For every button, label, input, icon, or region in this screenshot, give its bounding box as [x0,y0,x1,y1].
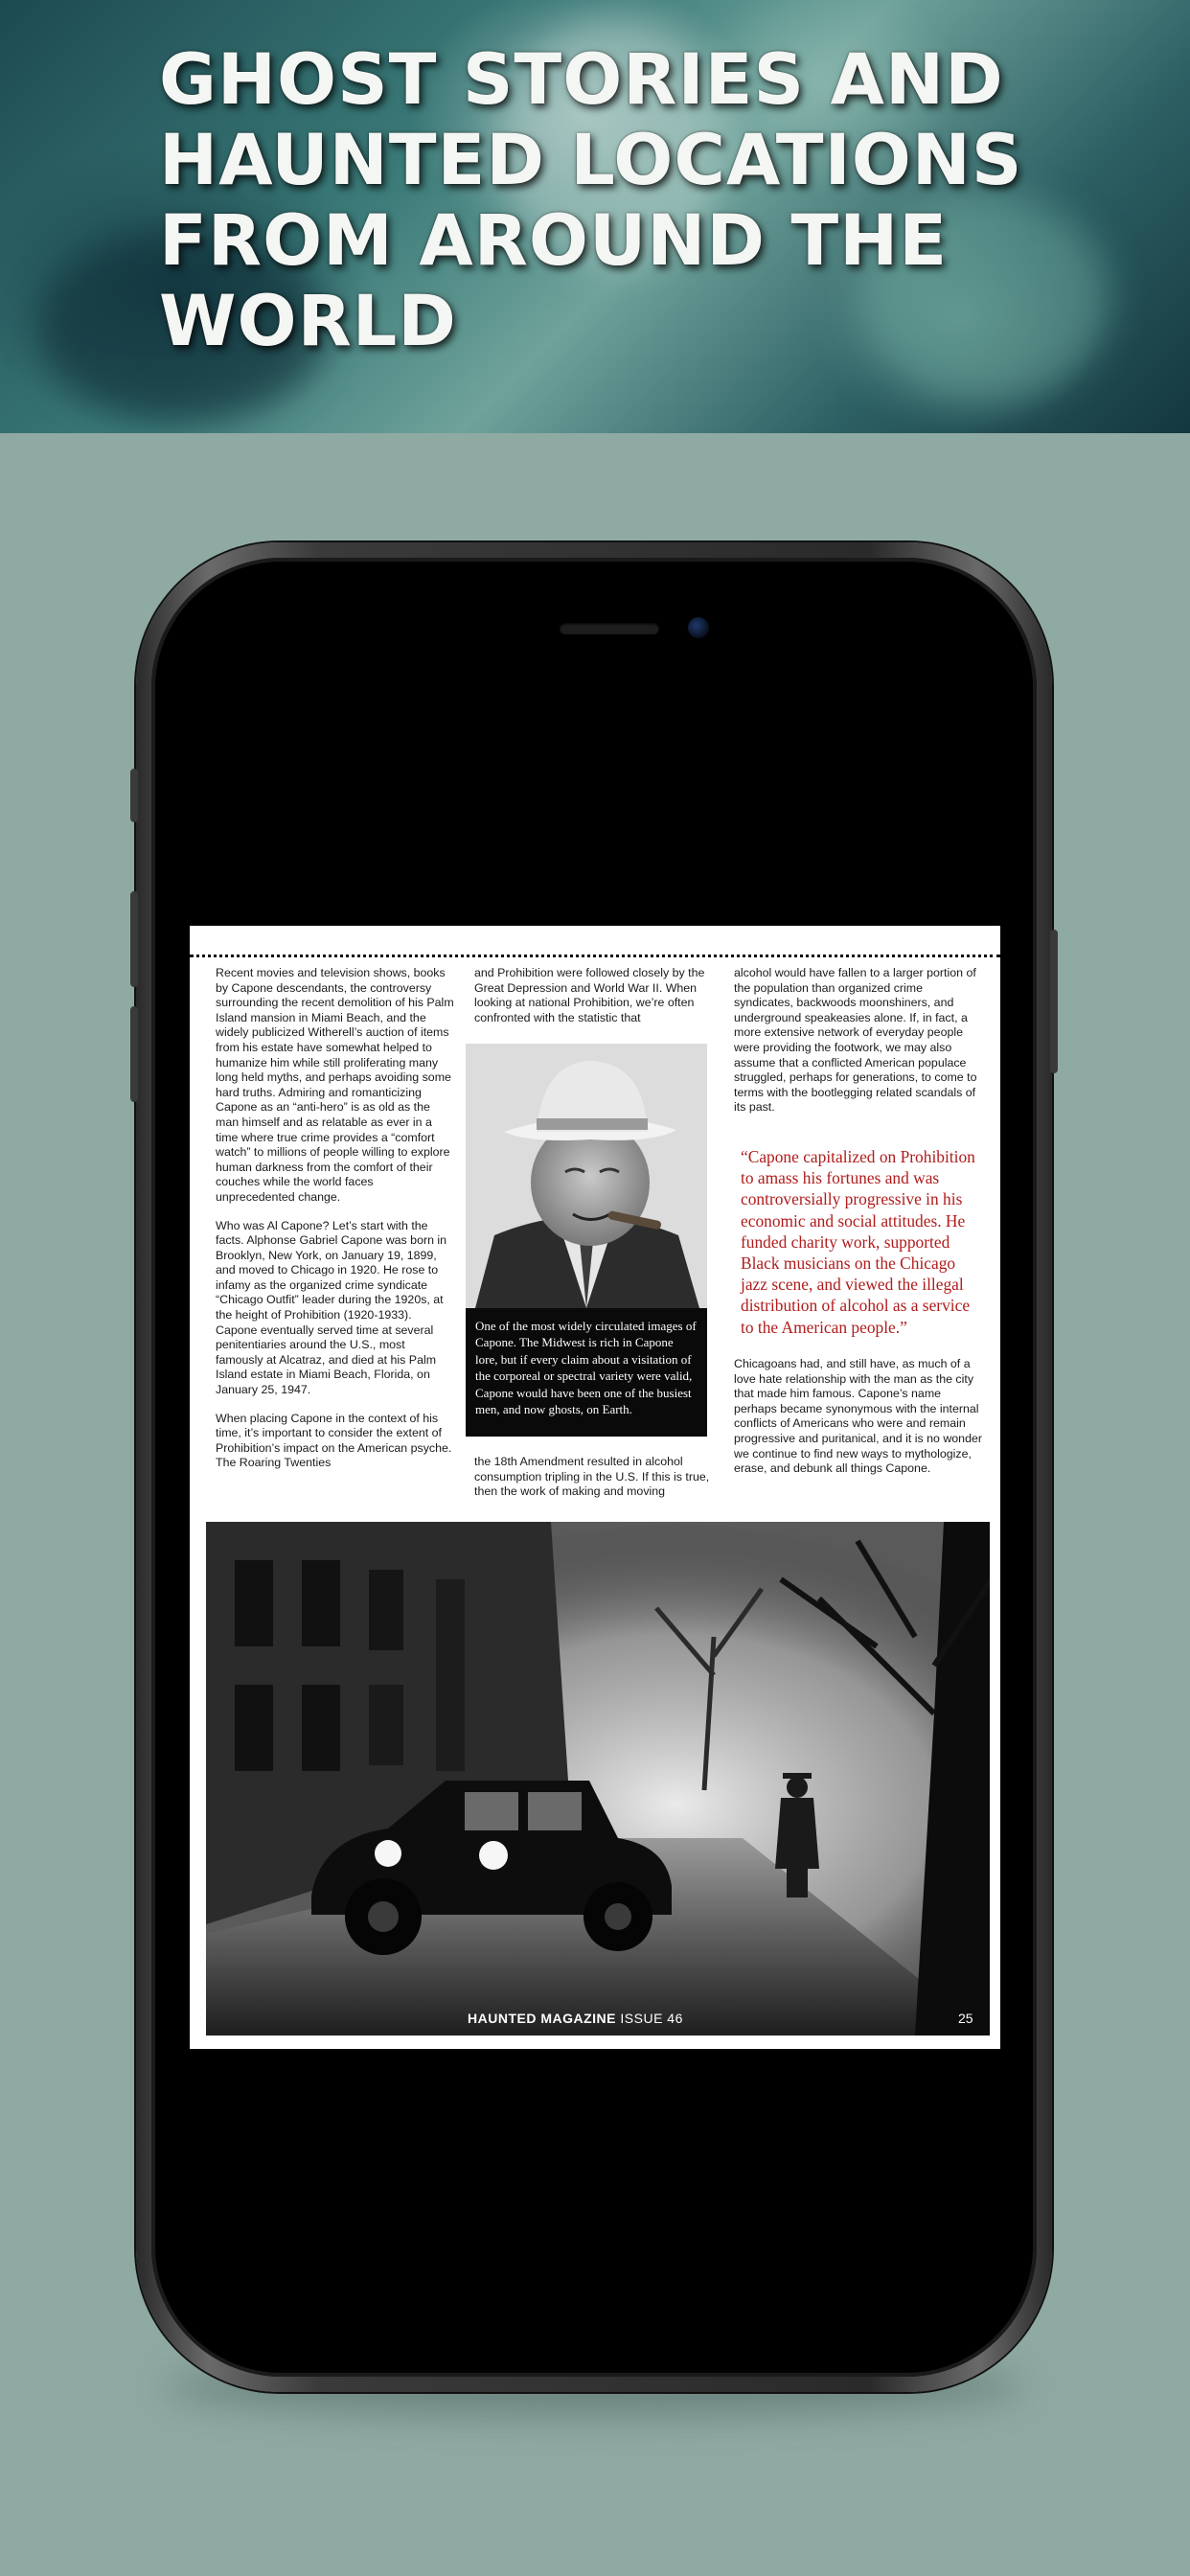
power-button [1050,930,1058,1073]
pull-quote: “Capone capitalized on Prohibition to amass his fortunes and was controversially progressive in his economic and social attitudes. He funded charity work, supported Black musicians on the Chicago jazz scene, and viewed the illegal distribution of alcohol as a service to the American people.” [741,1147,975,1337]
dotted-rule [190,954,1000,957]
magazine-page [190,926,1000,2049]
banner-title: GHOST STORIES AND HAUNTED LOCATIONS FROM AROUND THE WORLD [159,39,1023,362]
banner [0,0,1190,433]
speaker-grille [560,623,659,634]
street-scene-illustration [206,1522,990,2036]
volume-up-button [130,891,138,987]
article-paragraph: When placing Capone in the context of his time, it’s important to consider the extent of Prohibition’s impact on the American psyche. The Roaring Twenties [216,1411,452,1470]
article-paragraph: and Prohibition were followed closely by the Great Depression and World War II. When looking at national Prohibition, we’re often confronted with the statistic that [474,966,705,1024]
article-column-3-top [734,966,985,1129]
portrait-illustration [466,1044,707,1308]
article-paragraph: the 18th Amendment resulted in alcohol consumption tripling in the U.S. If this is true, then the work of making and moving [474,1455,710,1499]
page-number: 25 [958,2011,973,2026]
article-column-2-top [474,966,714,1039]
mute-switch [130,769,138,822]
footer-magazine-label [468,2011,683,2026]
foggy-street-image [206,1522,990,2036]
article-paragraph: Who was Al Capone? Let’s start with the facts. Alphonse Gabriel Capone was born in Brooklyn, New York, on January 19, 1899, and moved to Chicago in 1920. He rose to infamy as the organized crime syndicate “Chicago Outfit” leader during the 1920s, at the height of Prohibition (1920-1933). Capone eventually served time at several penitentiaries around the U.S., most famously at Alcatraz, and died at his Palm Island estate in Miami Beach, Florida, on January 25, 1947. [216,1218,447,1397]
capone-portrait-photo [466,1044,707,1308]
article-column-3-bottom [734,1357,985,1490]
article-column-1 [216,966,455,1484]
volume-down-button [130,1006,138,1102]
capone-photo-block [466,1044,707,1437]
article-paragraph: Chicagoans had, and still have, as much of a love hate relationship with the man as the city that made him famous. Capone’s name perhaps became synonymous with the internal conflicts of Americans who were and remain progressive and puritanical, and it is no wonder we continue to find new ways to mythologize, erase, and debunk all things Capone. [734,1357,982,1476]
front-camera [688,617,709,638]
article-paragraph: Recent movies and television shows, books by Capone descendants, the controversy surrounding the recent demolition of his Palm Island mansion in Miami Beach, and the widely publicized Witherell’s auction of items from his estate have somewhat helped to humanize him while still proliferating many long held myths, and perhaps avoiding some hard truths. Admiring and romanticizing Capone as an “anti-hero” is as old as the man himself and as relatable as ever in a time where true crime provides a “comfort watch” to millions of people willing to explore human darkness from the comfort of their couches while the world faces unprecedented change. [216,966,454,1204]
article-paragraph: alcohol would have fallen to a larger portion of the population than organized crime syndicates, backwoods moonshiners, and underground speakeasies alone. If, in fact, a more extensive network of everyday people were providing the footwork, we may also assume that a conflicted American populace struggled, perhaps for generations, to come to terms with the bootlegging related scandals of its past. [734,966,977,1115]
photo-caption: One of the most widely circulated images of Capone. The Midwest is rich in Capone lore, but if every claim about a visitation of the corporeal or spectral variety were valid, Capone would have been one of the busiest men, and now ghosts, on Earth. [475,1319,697,1417]
article-column-2-bottom [474,1455,714,1513]
footer-issue: ISSUE 46 [620,2011,683,2026]
footer-magazine-name: HAUNTED MAGAZINE [468,2011,616,2026]
